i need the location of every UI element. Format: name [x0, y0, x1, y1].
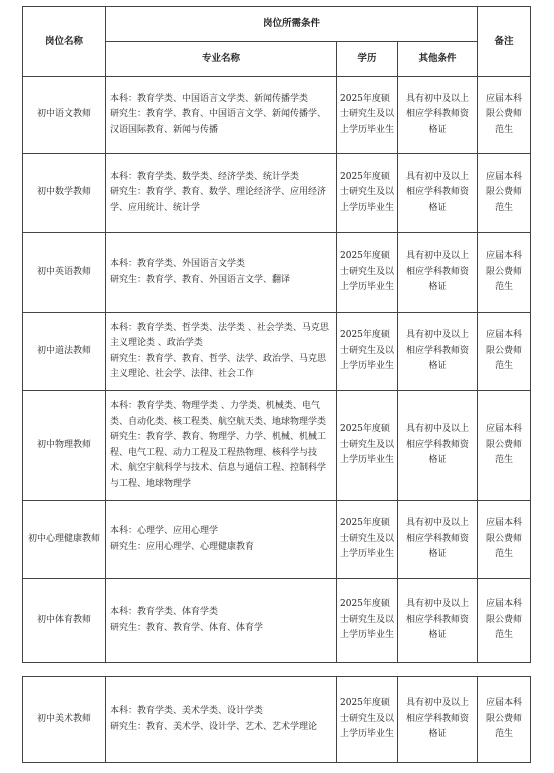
major-undergrad: 本科：教育学类、物理学类 、力学类、机械类、电气类、自动化类、核工程类、航空航天类、地球物理学类 [110, 401, 327, 427]
major-cell [106, 677, 337, 763]
table-row [23, 579, 531, 663]
major-graduate: 研究生：应用心理学、心理健康教育 [110, 541, 255, 552]
note-cell: 应届本科限公费师范生 [478, 391, 531, 501]
position-cell: 初中美术教师 [23, 677, 106, 763]
education-cell: 2025年度硕士研究生及以上学历毕业生 [337, 391, 398, 501]
major-undergrad: 本科：教育学类、中国语言文学类、新闻传播学类 [110, 93, 309, 104]
major-cell [106, 154, 337, 233]
table-row [23, 233, 531, 313]
major-graduate: 研究生：教育学、教育、物理学、力学、机械、机械工程、电气工程、动力工程及工程热物理、核科学与技术、航空宇航科学与技术、信息与通信工程、控制科学与工程、地球物理学 [110, 432, 327, 489]
major-graduate: 研究生：教育学、教育、外国语言文学、翻译 [110, 274, 291, 285]
education-cell: 2025年度硕士研究生及以上学历毕业生 [337, 501, 398, 579]
other-conditions-cell: 具有初中及以上相应学科教师资格证 [398, 233, 478, 313]
table-row [23, 77, 531, 154]
major-graduate: 研究生：教育学、教育、哲学、法学、政治学、马克思主义理论、社会学、法律、社会工作 [110, 353, 327, 379]
header-major: 专业名称 [106, 42, 337, 77]
major-cell [106, 233, 337, 313]
other-conditions-cell: 具有初中及以上相应学科教师资格证 [398, 391, 478, 501]
note-cell: 应届本科限公费师范生 [478, 77, 531, 154]
major-undergrad: 本科：教育学类、体育学类 [110, 607, 219, 617]
education-cell: 2025年度硕士研究生及以上学历毕业生 [337, 579, 398, 663]
position-cell: 初中体育教师 [23, 579, 106, 663]
header-requirements: 岗位所需条件 [106, 7, 478, 42]
position-cell: 初中物理教师 [23, 391, 106, 501]
note-cell: 应届本科限公费师范生 [478, 233, 531, 313]
position-cell: 初中心理健康教师 [23, 501, 106, 579]
requirements-table [22, 6, 531, 663]
education-cell: 2025年度硕士研究生及以上学历毕业生 [337, 233, 398, 313]
table-row [23, 313, 531, 391]
major-cell [106, 77, 337, 154]
other-conditions-cell: 具有初中及以上相应学科教师资格证 [398, 77, 478, 154]
header-education: 学历 [337, 42, 398, 77]
table-row [23, 501, 531, 579]
table-row [23, 677, 531, 763]
other-conditions-cell: 具有初中及以上相应学科教师资格证 [398, 501, 478, 579]
major-undergrad: 本科：教育学类、外国语言文学类 [110, 259, 246, 269]
note-cell: 应届本科限公费师范生 [478, 677, 531, 763]
table-row [23, 391, 531, 501]
note-cell: 应届本科限公费师范生 [478, 501, 531, 579]
note-cell: 应届本科限公费师范生 [478, 154, 531, 233]
note-cell: 应届本科限公费师范生 [478, 313, 531, 391]
other-conditions-cell: 具有初中及以上相应学科教师资格证 [398, 154, 478, 233]
note-cell: 应届本科限公费师范生 [478, 579, 531, 663]
major-cell [106, 313, 337, 391]
header-position-name: 岗位名称 [23, 7, 106, 77]
major-cell [106, 579, 337, 663]
major-undergrad: 本科：心理学、应用心理学 [110, 526, 219, 536]
major-graduate: 研究生：教育学、教育、数学、理论经济学、应用经济学、应用统计、统计学 [110, 187, 327, 213]
major-graduate: 研究生：教育、教育学、体育、体育学 [110, 622, 264, 633]
major-graduate: 研究生：教育学、教育、中国语言文学、新闻传播学、汉语国际教育、新闻与传播 [110, 109, 327, 135]
education-cell: 2025年度硕士研究生及以上学历毕业生 [337, 313, 398, 391]
header-other: 其他条件 [398, 42, 478, 77]
major-cell [106, 391, 337, 501]
table-row [23, 154, 531, 233]
position-cell: 初中数学教师 [23, 154, 106, 233]
major-undergrad: 本科：教育学类、数学类、经济学类、统计学类 [110, 171, 300, 182]
position-cell: 初中道法教师 [23, 313, 106, 391]
education-cell: 2025年度硕士研究生及以上学历毕业生 [337, 77, 398, 154]
major-graduate: 研究生：教育、美术学、设计学、艺术、艺术学理论 [110, 721, 318, 732]
other-conditions-cell: 具有初中及以上相应学科教师资格证 [398, 677, 478, 763]
education-cell: 2025年度硕士研究生及以上学历毕业生 [337, 154, 398, 233]
major-undergrad: 本科：教育学类、哲学类、法学类 、社会学类、马克思主义理论类 、政治学类 [110, 322, 329, 348]
major-undergrad: 本科：教育学类、美术学类、设计学类 [110, 706, 264, 716]
requirements-table-continued [22, 676, 531, 763]
other-conditions-cell: 具有初中及以上相应学科教师资格证 [398, 313, 478, 391]
position-cell: 初中英语教师 [23, 233, 106, 313]
position-cell: 初中语文教师 [23, 77, 106, 154]
header-note: 备注 [478, 7, 531, 77]
major-cell [106, 501, 337, 579]
education-cell: 2025年度硕士研究生及以上学历毕业生 [337, 677, 398, 763]
other-conditions-cell: 具有初中及以上相应学科教师资格证 [398, 579, 478, 663]
